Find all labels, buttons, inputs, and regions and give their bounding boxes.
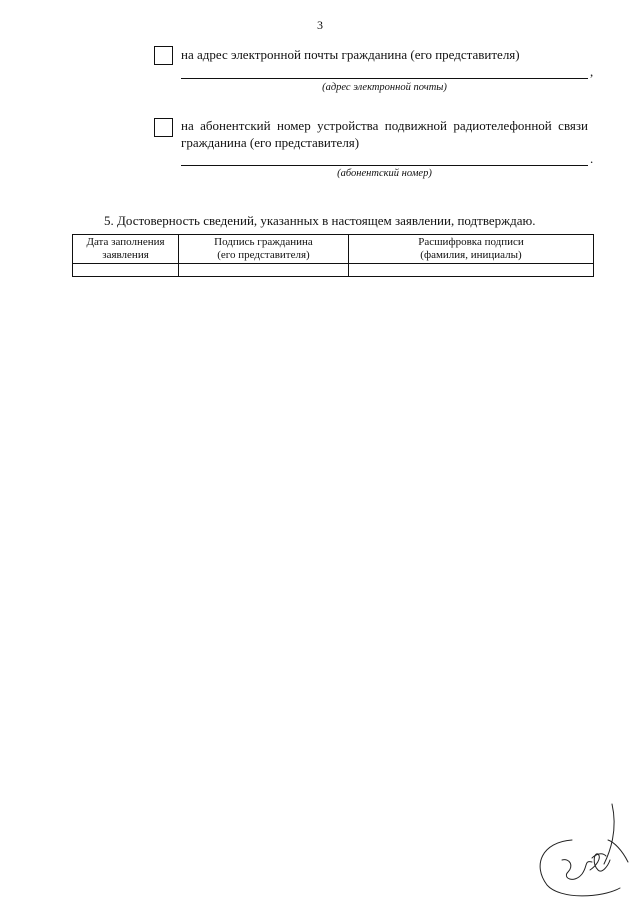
email-address-line[interactable]: [181, 78, 588, 79]
table-header-row: [73, 235, 594, 264]
email-option-label: на адрес электронной почты гражданина (его представителя): [181, 47, 520, 62]
email-line-comma: ,: [590, 64, 594, 79]
header-decryption-line2: (фамилия, инициалы): [420, 249, 522, 261]
header-signature-line2: (его представителя): [217, 249, 310, 261]
confirmation-statement: 5. Достоверность сведений, указанных в настоящем заявлении, подтверждаю.: [104, 213, 536, 228]
header-date: [73, 235, 179, 264]
email-option-checkbox[interactable]: [154, 46, 173, 65]
decryption-cell[interactable]: [349, 264, 594, 277]
signature-table: [72, 234, 594, 277]
header-date-line2: заявления: [102, 249, 149, 261]
page-number: 3: [317, 18, 323, 32]
phone-option-label: на абонентский номер устройства подвижной радиотелефонной связи гражданина (его представителя): [181, 118, 588, 150]
header-date-line1: Дата заполнения: [86, 236, 165, 248]
phone-number-line[interactable]: [181, 165, 588, 166]
phone-line-period: .: [590, 151, 594, 166]
header-decryption-line1: Расшифровка подписи: [418, 236, 524, 248]
table-row: [73, 264, 594, 277]
phone-number-caption: (абонентский номер): [337, 168, 432, 179]
signature-cell[interactable]: [179, 264, 349, 277]
email-address-caption: (адрес электронной почты): [322, 82, 447, 93]
phone-option-checkbox[interactable]: [154, 118, 173, 137]
handwritten-signature-icon: [532, 800, 632, 900]
header-signature-line1: Подпись гражданина: [214, 236, 313, 248]
date-cell[interactable]: [73, 264, 179, 277]
header-decryption: [349, 235, 594, 264]
header-signature: [179, 235, 349, 264]
